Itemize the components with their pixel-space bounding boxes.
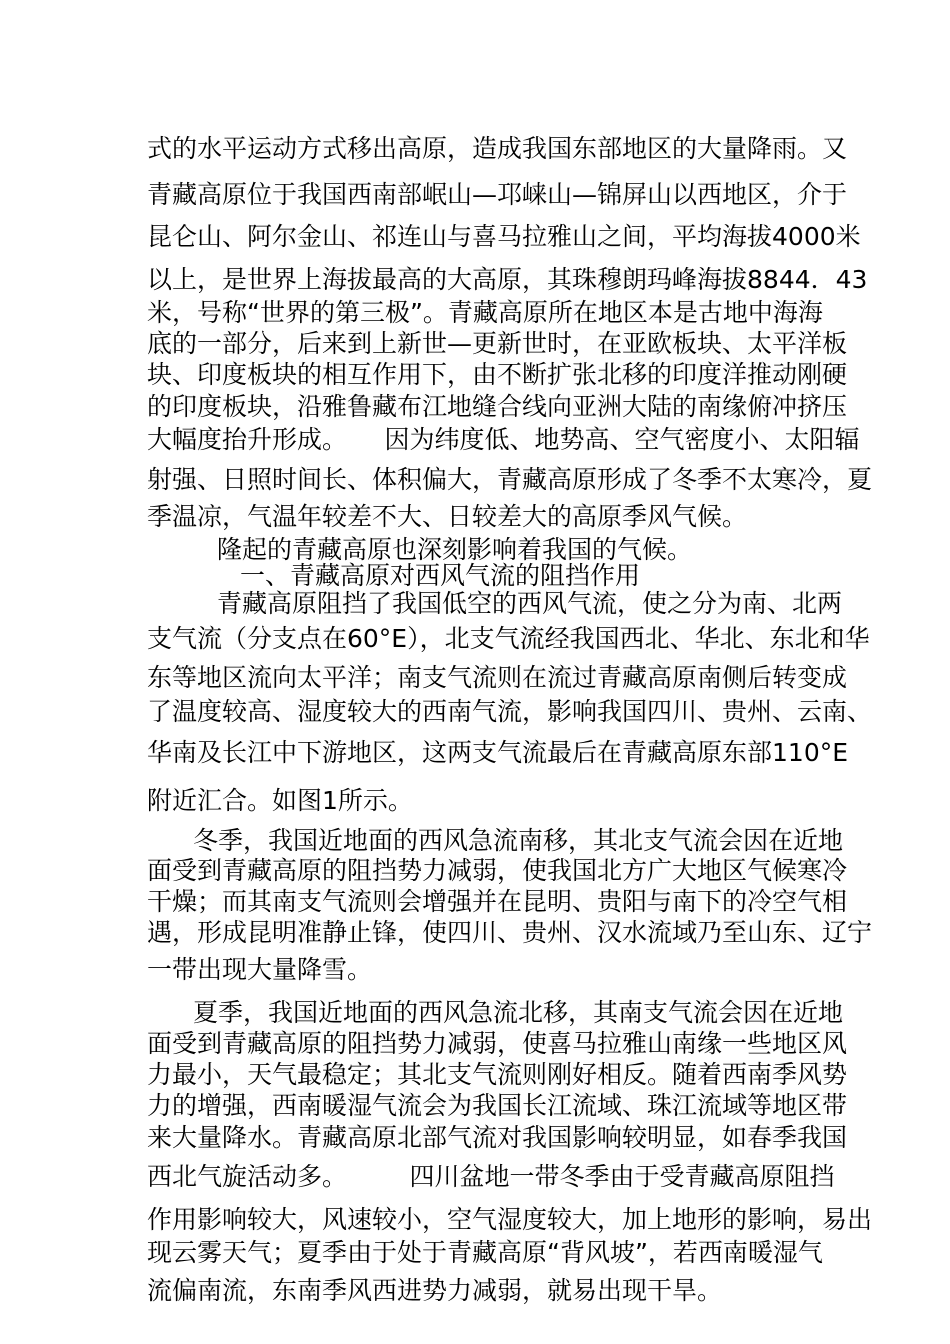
text-line: 的印度板块，沿雅鲁藏布江地缝合线向亚洲大陆的南缘俯冲挤压 bbox=[147, 392, 848, 421]
paragraph-line: 冬季，我国近地面的西风急流南移，其北支气流会因在近地 bbox=[193, 826, 844, 855]
text-line: 现云雾天气；夏季由于处于青藏高原“背风坡”，若西南暖湿气 bbox=[147, 1238, 823, 1267]
text-line: 昆仑山、阿尔金山、祁连山与喜马拉雅山之间，平均海拔4000米 bbox=[147, 222, 861, 251]
paragraph-line: 青藏高原阻挡了我国低空的西风气流，使之分为南、北两 bbox=[217, 589, 843, 618]
text-line: 块、印度板块的相互作用下，由不断扩张北移的印度洋推动刚硬 bbox=[147, 360, 848, 389]
text-line: 来大量降水。青藏高原北部气流对我国影响较明显，如春季我国 bbox=[147, 1123, 848, 1152]
text-line: 力最小，天气最稳定；其北支气流则刚好相反。随着西南季风势 bbox=[147, 1060, 848, 1089]
text-line: 附近汇合。如图1所示。 bbox=[147, 786, 413, 815]
text-line: 式的水平运动方式移出高原，造成我国东部地区的大量降雨。又 bbox=[147, 134, 848, 163]
paragraph-line: 夏季，我国近地面的西风急流北移，其南支气流会因在近地 bbox=[193, 998, 844, 1027]
text-line: 以上，是世界上海拔最高的大高原，其珠穆朗玛峰海拔8844．43 bbox=[147, 265, 868, 294]
text-line: 一带出现大量降雪。 bbox=[147, 955, 373, 984]
text-line: 射强、日照时间长、体积偏大，青藏高原形成了冬季不太寒冷，夏 bbox=[147, 465, 873, 494]
text-line: 底的一部分，后来到上新世—更新世时，在亚欧板块、太平洋板 bbox=[147, 329, 848, 358]
text-line: 米，号称“世界的第三极”。青藏高原所在地区本是古地中海海 bbox=[147, 298, 823, 327]
text-line: 东等地区流向太平洋；南支气流则在流过青藏高原南侧后转变成 bbox=[147, 663, 848, 692]
paragraph-line: 隆起的青藏高原也深刻影响着我国的气候。 bbox=[217, 535, 693, 564]
text-line: 干燥；而其南支气流则会增强并在昆明、贵阳与南下的冷空气相 bbox=[147, 887, 848, 916]
text-line: 面受到青藏高原的阻挡势力减弱，使喜马拉雅山南缘一些地区风 bbox=[147, 1029, 848, 1058]
text-line: 流偏南流，东南季风西进势力减弱，就易出现干旱。 bbox=[147, 1276, 723, 1305]
text-line: 季温凉，气温年较差不大、日较差大的高原季风气候。 bbox=[147, 502, 748, 531]
text-line: 力的增强，西南暖湿气流会为我国长江流域、珠江流域等地区带 bbox=[147, 1091, 848, 1120]
text-line: 大幅度抬升形成。 因为纬度低、地势高、空气密度小、太阳辐 bbox=[147, 425, 860, 454]
text-line: 面受到青藏高原的阻挡势力减弱，使我国北方广大地区气候寒冷 bbox=[147, 856, 848, 885]
text-line: 青藏高原位于我国西南部岷山—邛崃山—锦屏山以西地区，介于 bbox=[147, 180, 848, 209]
section-heading: 一、青藏高原对西风气流的阻挡作用 bbox=[240, 561, 641, 590]
text-line: 作用影响较大，风速较小，空气湿度较大，加上地形的影响，易出 bbox=[147, 1205, 873, 1234]
text-line: 遇，形成昆明准静止锋，使四川、贵州、汉水流域乃至山东、辽宁 bbox=[147, 918, 873, 947]
text-line: 西北气旋活动多。 四川盆地一带冬季由于受青藏高原阻挡 bbox=[147, 1162, 835, 1191]
text-line: 支气流（分支点在60°E），北支气流经我国西北、华北、东北和华 bbox=[147, 624, 870, 653]
text-line: 了温度较高、湿度较大的西南气流，影响我国四川、贵州、云南、 bbox=[147, 697, 873, 726]
text-line: 华南及长江中下游地区，这两支气流最后在青藏高原东部110°E bbox=[147, 738, 849, 767]
